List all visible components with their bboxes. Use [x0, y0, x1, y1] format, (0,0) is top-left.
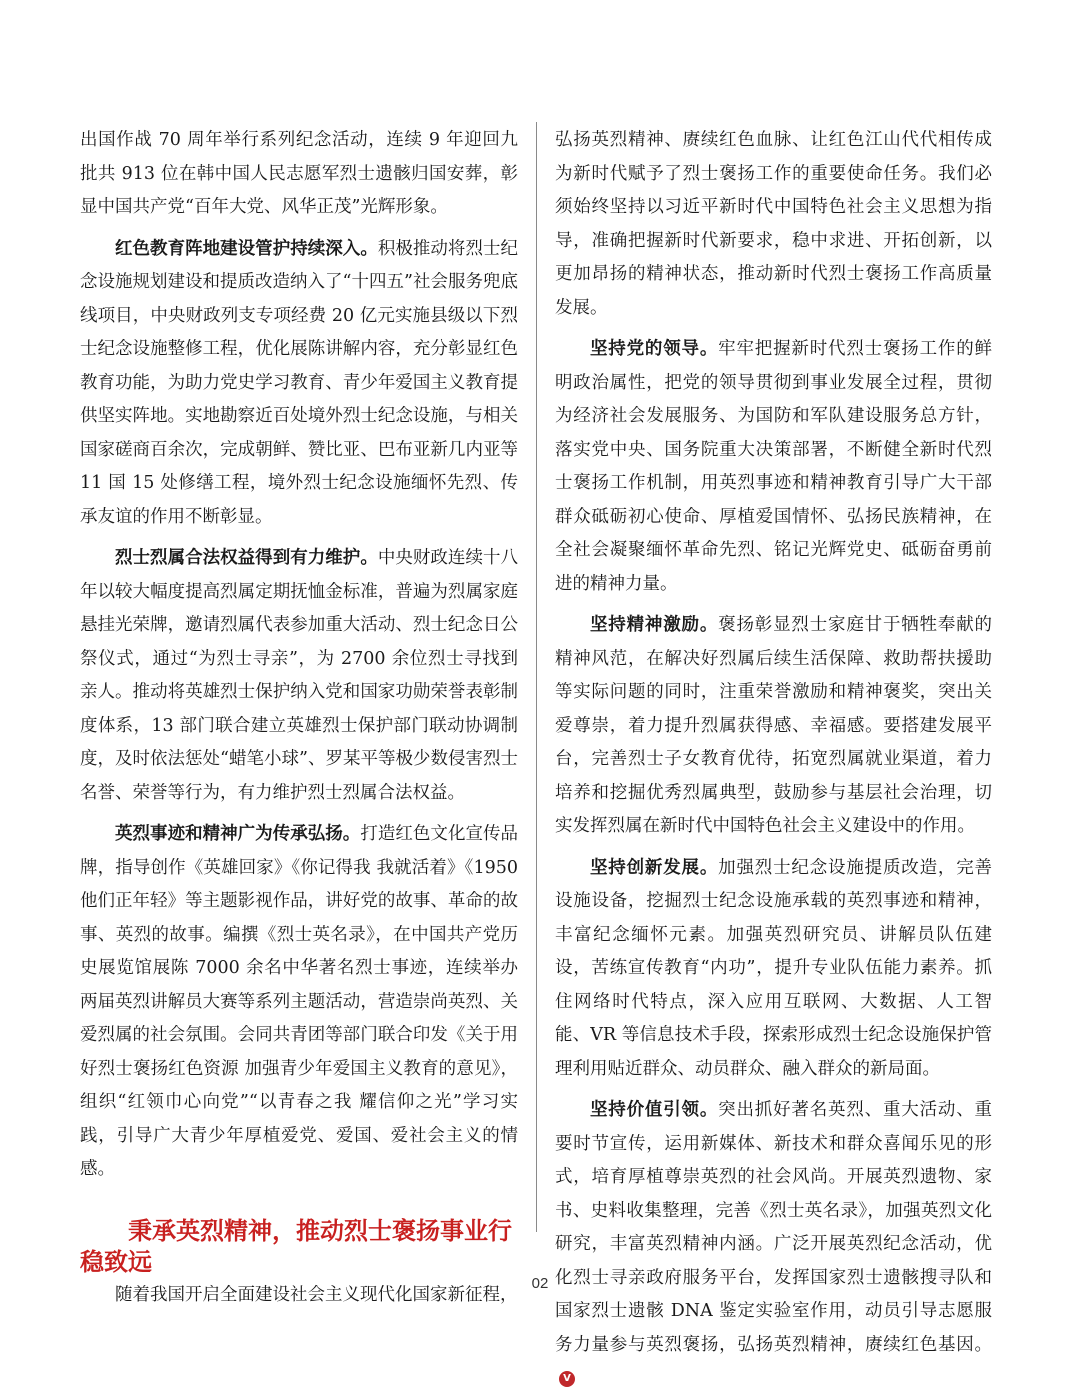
section-title: 坚持精神激励。 — [590, 615, 719, 635]
section-text: 牢牢把握新时代烈士褒扬工作的鲜明政治属性，把党的领导贯彻到事业发展全过程，贯彻为经济社会发展服务、为国防和军队建设服务总方针，落实党中央、国务院重大决策部署，不断健全新时代烈士褒扬工作机制，用英烈事迹和精神教育引导广大干部群众砥砺初心使命、厚植爱国情怀、弘扬民族精神，在全社会凝聚缅怀革命先烈、铭记光辉党史、砥砺奋勇前进的精神力量。 — [555, 339, 993, 594]
paragraph-martyr-rights — [80, 542, 518, 810]
section-title: 烈士烈属合法权益得到有力维护。 — [115, 548, 378, 568]
end-of-article-icon: V — [559, 1371, 575, 1387]
column-divider — [536, 122, 537, 1232]
section-text: 中央财政连续十八年以较大幅度提高烈属定期抚恤金标准，普遍为烈属家庭悬挂光荣牌，邀请烈属代表参加重大活动、烈士纪念日公祭仪式，通过“为烈士寻亲”，为 2700 余位烈士寻找到亲人。推动将英雄烈士保护纳入党和国家功勋荣誉表彰制度体系，13 部门联合建立英雄烈士保护部门联动协调制度，及时依法惩处“蜡笔小球”、罗某平等极少数侵害烈士名誉、荣誉等行为，有力维护烈士烈属合法权益。 — [80, 548, 519, 803]
paragraph-innovative-development — [555, 852, 992, 1087]
paragraph-continuation: 出国作战 70 周年举行系列纪念活动，连续 9 年迎回九批共 913 位在韩中国人民志愿军烈士遗骸归国安葬，彰显中国共产党“百年大党、风华正茂”光辉形象。 — [80, 130, 518, 217]
section-heading: 秉承英烈精神，推动烈士褒扬事业行稳致远 — [80, 1215, 512, 1276]
section-title: 英烈事迹和精神广为传承弘扬。 — [115, 824, 361, 844]
section-text: 加强烈士纪念设施提质改造，完善设施设备，挖掘烈士纪念设施承载的英烈事迹和精神，丰富纪念缅怀元素。加强英烈研究员、讲解员队伍建设，苦练宣传教育“内功”，提升专业队伍能力素养。抓住网络时代特点，深入应用互联网、大数据、人工智能、VR 等信息技术手段，探索形成烈士纪念设施保护管理利用贴近群众、动员群众、融入群众的新局面。 — [555, 857, 993, 1079]
section-title: 坚持价值引领。 — [590, 1100, 719, 1120]
section-text: 突出抓好著名英烈、重大活动、重要时节宣传，运用新媒体、新技术和群众喜闻乐见的形式，培育厚植尊崇英烈的社会风尚。开展英烈遗物、家书、史料收集整理，完善《烈士英名录》，加强英烈文化研究，丰富英烈精神内涵。广泛开展英烈纪念活动，优化烈士寻亲政府服务平台，发挥国家烈士遗骸搜寻队和国家烈士遗骸 DNA 鉴定实验室作用，动员引导志愿服务力量参与英烈褒扬，弘扬英烈精神，赓续红色基因。 — [555, 1100, 993, 1355]
paragraph-heroic-spirit — [80, 818, 518, 1187]
page-number: 02 — [531, 1275, 549, 1292]
section-title: 红色教育阵地建设管护持续深入。 — [115, 238, 378, 259]
section-title: 坚持创新发展。 — [590, 857, 719, 878]
section-text: 积极推动将烈士纪念设施规划建设和提质改造纳入了“十四五”社会服务兜底线项目，中央财政列支专项经费 20 亿元实施县级以下烈士纪念设施整修工程，优化展陈讲解内容，充分彰显红色教育功能，为助力党史学习教育、青少年爱国主义教育提供坚实阵地。实地勘察近百处境外烈士纪念设施，与相关国家磋商百余次，完成朝鲜、赞比亚、巴布亚新几内亚等 11 国 15 处修缮工程，境外烈士纪念设施缅怀先烈、传承友谊的作用不断彰显。 — [80, 238, 519, 527]
paragraph-spiritual-incentive — [555, 609, 992, 844]
paragraph-intro: 随着我国开启全面建设社会主义现代化国家新征程， — [115, 1284, 518, 1305]
section-title: 坚持党的领导。 — [590, 339, 719, 359]
right-column — [555, 124, 992, 1396]
paragraph-value-guidance — [555, 1094, 992, 1396]
paragraph-continuation-right: 弘扬英烈精神、赓续红色血脉、让红色江山代代相传成为新时代赋予了烈士褒扬工作的重要使命任务。我们必须始终坚持以习近平新时代中国特色社会主义思想为指导，准确把握新时代新要求，稳中求进、开拓创新，以更加昂扬的精神状态，推动新时代烈士褒扬工作高质量发展。 — [555, 130, 992, 318]
section-text: 褒扬彰显烈士家庭甘于牺牲奉献的精神风范，在解决好烈属后续生活保障、救助帮扶援助等实际问题的同时，注重荣誉激励和精神褒奖，突出关爱尊崇，着力提升烈属获得感、幸福感。要搭建发展平台，完善烈士子女教育优待，拓宽烈属就业渠道，着力培养和挖掘优秀烈属典型，鼓励参与基层社会治理，切实发挥烈属在新时代中国特色社会主义建设中的作用。 — [555, 615, 993, 836]
paragraph-party-leadership — [555, 333, 992, 601]
section-text: 打造红色文化宣传品牌，指导创作《英雄回家》《你记得我 我就活着》《1950 他们正年轻》等主题影视作品，讲好党的故事、革命的故事、英烈的故事。编撰《烈士英名录》，在中国共产党历史展览馆展陈 7000 余名中华著名烈士事迹，连续举办两届英烈讲解员大赛等系列主题活动，营造崇尚英烈、关爱烈属的社会氛围。会同共青团等部门联合印发《关于用好烈士褒扬红色资源 加强青少年爱国主义教育的意见》，组织“红领巾心向党”“以青春之我 耀信仰之光”学习实践，引导广大青少年厚植爱党、爱国、爱社会主义的情感。 — [80, 824, 519, 1179]
paragraph-red-education — [80, 233, 518, 535]
left-column — [80, 124, 518, 1312]
